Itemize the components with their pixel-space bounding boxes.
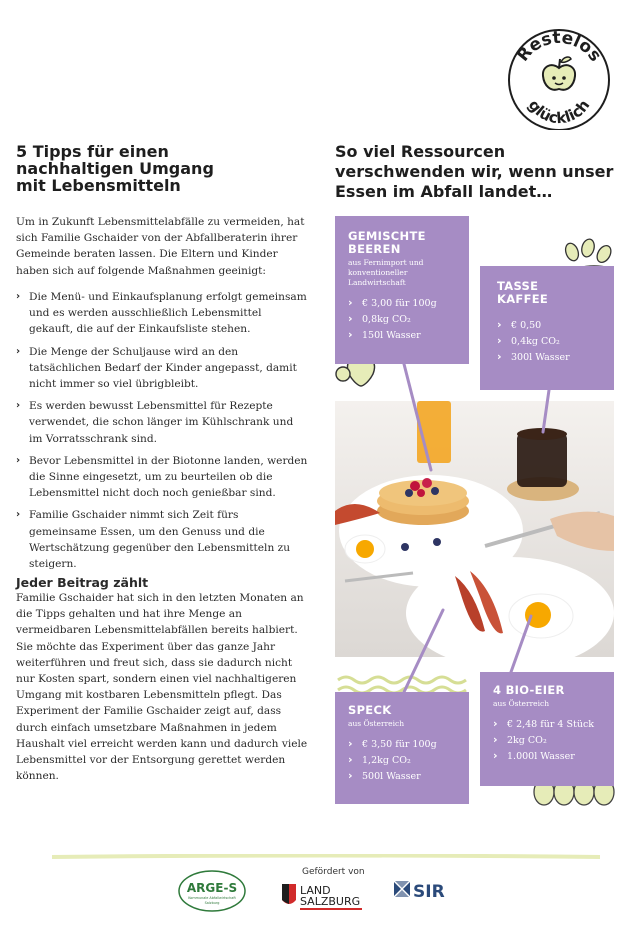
tips-list — [16, 289, 308, 578]
card-subtitle-line: konventioneller — [348, 268, 408, 277]
card-title — [348, 230, 456, 256]
sir-logo — [392, 879, 460, 903]
card-facts — [497, 318, 597, 366]
card-title-line: TASSE — [497, 279, 539, 293]
card-fact: › 150l Wasser — [348, 328, 456, 344]
card-subtitle: aus Österreich — [348, 719, 405, 728]
badge-line1: Restelos — [513, 27, 606, 66]
connector-lines — [335, 360, 615, 700]
card-title — [497, 280, 597, 306]
bullet-arrow-icon: › — [16, 345, 21, 357]
tip-text: Es werden bewusst Lebensmittel für Rezepte verwendet, die schon länger im Kühlschrank und im Vorratsschrank sind. — [29, 400, 294, 445]
footer-divider — [52, 854, 600, 860]
land-line2: SALZBURG — [300, 895, 361, 908]
sir-text: SIR — [413, 882, 445, 902]
left-title-line: 5 Tipps für einen — [16, 142, 169, 161]
tip-item — [16, 398, 308, 447]
tip-text: Bevor Lebensmittel in der Biotonne landen, werden die Sinne eingesetzt, um zu beurteilen ob die Lebensmittel nicht doch noch genießbar sind. — [29, 454, 308, 500]
card-speck — [335, 692, 469, 804]
card-title-line: KAFFEE — [497, 292, 549, 306]
land-line1: LAND — [300, 884, 331, 897]
right-title-line: Essen im Abfall landet… — [335, 182, 553, 201]
card-title: 4 BIO-EIER — [493, 683, 565, 697]
bullet-arrow-icon: › — [16, 400, 21, 412]
card-facts — [493, 717, 601, 765]
card-fact: › 0,8kg CO₂ — [348, 312, 456, 328]
left-title-line: nachhaltigen Umgang — [16, 159, 214, 178]
section-body: Familie Gschaider hat sich in den letzten Monaten an die Tipps gehalten und hat ihre Menge an vermeidbaren Lebensmittelabfällen bereits halbiert. Sie möchte das Experiment über das ganze Jahr weiterführen und freut sich, dass sie dadurch nicht nur Kosten spart, sondern einen viel nachhaltigeren Umgang mit kostbaren Lebensmitteln pflegt. Das Experiment der Familie Gschaider zeigt auf, dass durch einfach umsetzbare Maßnahmen in jedem Haushalt viel erreicht werden kann und dadurch viele Lebensmittel vor der Entsorgung gerettet werden können. — [16, 592, 308, 783]
arge-sub1: Kommunale Abfallwirtschaft — [188, 896, 236, 900]
tip-text: Die Menge der Schuljause wird an den tatsächlichen Bedarf der Kinder angepasst, damit nicht immer so viel übrigbleibt. — [29, 345, 297, 391]
card-subtitle-line: Landwirtschaft — [348, 278, 406, 287]
right-title-line: verschwenden wir, wenn unser — [335, 162, 614, 181]
sponsor-label: Gefördert von — [302, 867, 365, 877]
card-title-line: GEMISCHTE — [348, 229, 426, 243]
bullet-arrow-icon: › — [16, 291, 21, 302]
section-heading: Jeder Beitrag zählt — [16, 575, 149, 590]
arge-sub2: Salzburg — [204, 901, 220, 905]
card-fact: › € 3,50 für 100g — [348, 737, 456, 753]
card-fact: › 1,2kg CO₂ — [348, 753, 456, 769]
restelos-gluecklich-logo — [506, 26, 612, 130]
sir-mark-icon — [394, 881, 410, 897]
card-facts — [348, 737, 456, 785]
tip-text: Familie Gschaider nimmt sich Zeit fürs gemeinsame Essen, um den Genuss und die Wertschätzung gegenüber den Lebensmitteln zu steigern. — [29, 509, 291, 571]
tip-text: Die Menü- und Einkaufsplanung erfolgt gemeinsam und es werden ausschließlich Lebensmittel gekauft, die auf der Einkaufsliste stehen. — [29, 291, 307, 336]
land-salzburg-logo — [280, 880, 370, 914]
card-fact: › 1.000l Wasser — [493, 749, 601, 765]
card-title: SPECK — [348, 703, 392, 717]
card-fact: › € 2,48 für 4 Stück — [493, 717, 601, 733]
arge-s-logo — [178, 870, 246, 912]
right-title — [335, 142, 635, 202]
tip-item — [16, 289, 308, 338]
card-fact: › 0,4kg CO₂ — [497, 334, 597, 350]
card-fact: › 300l Wasser — [497, 350, 597, 366]
tip-item — [16, 344, 308, 393]
tip-item — [16, 453, 308, 502]
badge-line2: glücklich — [524, 96, 594, 128]
card-bio-eier — [480, 672, 614, 786]
card-fact: › 2kg CO₂ — [493, 733, 601, 749]
right-title-line: So viel Ressourcen — [335, 142, 506, 161]
tip-item — [16, 507, 308, 572]
left-title-line: mit Lebensmitteln — [16, 176, 181, 195]
card-subtitle: aus Österreich — [493, 699, 550, 708]
left-title — [16, 143, 296, 194]
card-fact: › € 3,00 für 100g — [348, 296, 456, 312]
card-gemischte-beeren — [335, 216, 469, 364]
card-fact: › € 0,50 — [497, 318, 597, 334]
bullet-arrow-icon: › — [16, 454, 21, 466]
card-fact: › 500l Wasser — [348, 769, 456, 785]
intro-paragraph: Um in Zukunft Lebensmittelabfälle zu vermeiden, hat sich Familie Gschaider von der Abfallberaterin ihrer Gemeinde beraten lassen. Die Eltern und Kinder haben sich auf folgende Maßnahmen geeinigt: — [16, 216, 305, 277]
bullet-arrow-icon: › — [16, 509, 21, 521]
card-subtitle-line: aus Fernimport und — [348, 258, 424, 267]
card-title-line: BEEREN — [348, 242, 401, 256]
arge-name: ARGE-S — [186, 881, 238, 895]
card-tasse-kaffee — [480, 266, 614, 390]
card-subtitle — [348, 258, 456, 288]
card-facts — [348, 296, 456, 344]
